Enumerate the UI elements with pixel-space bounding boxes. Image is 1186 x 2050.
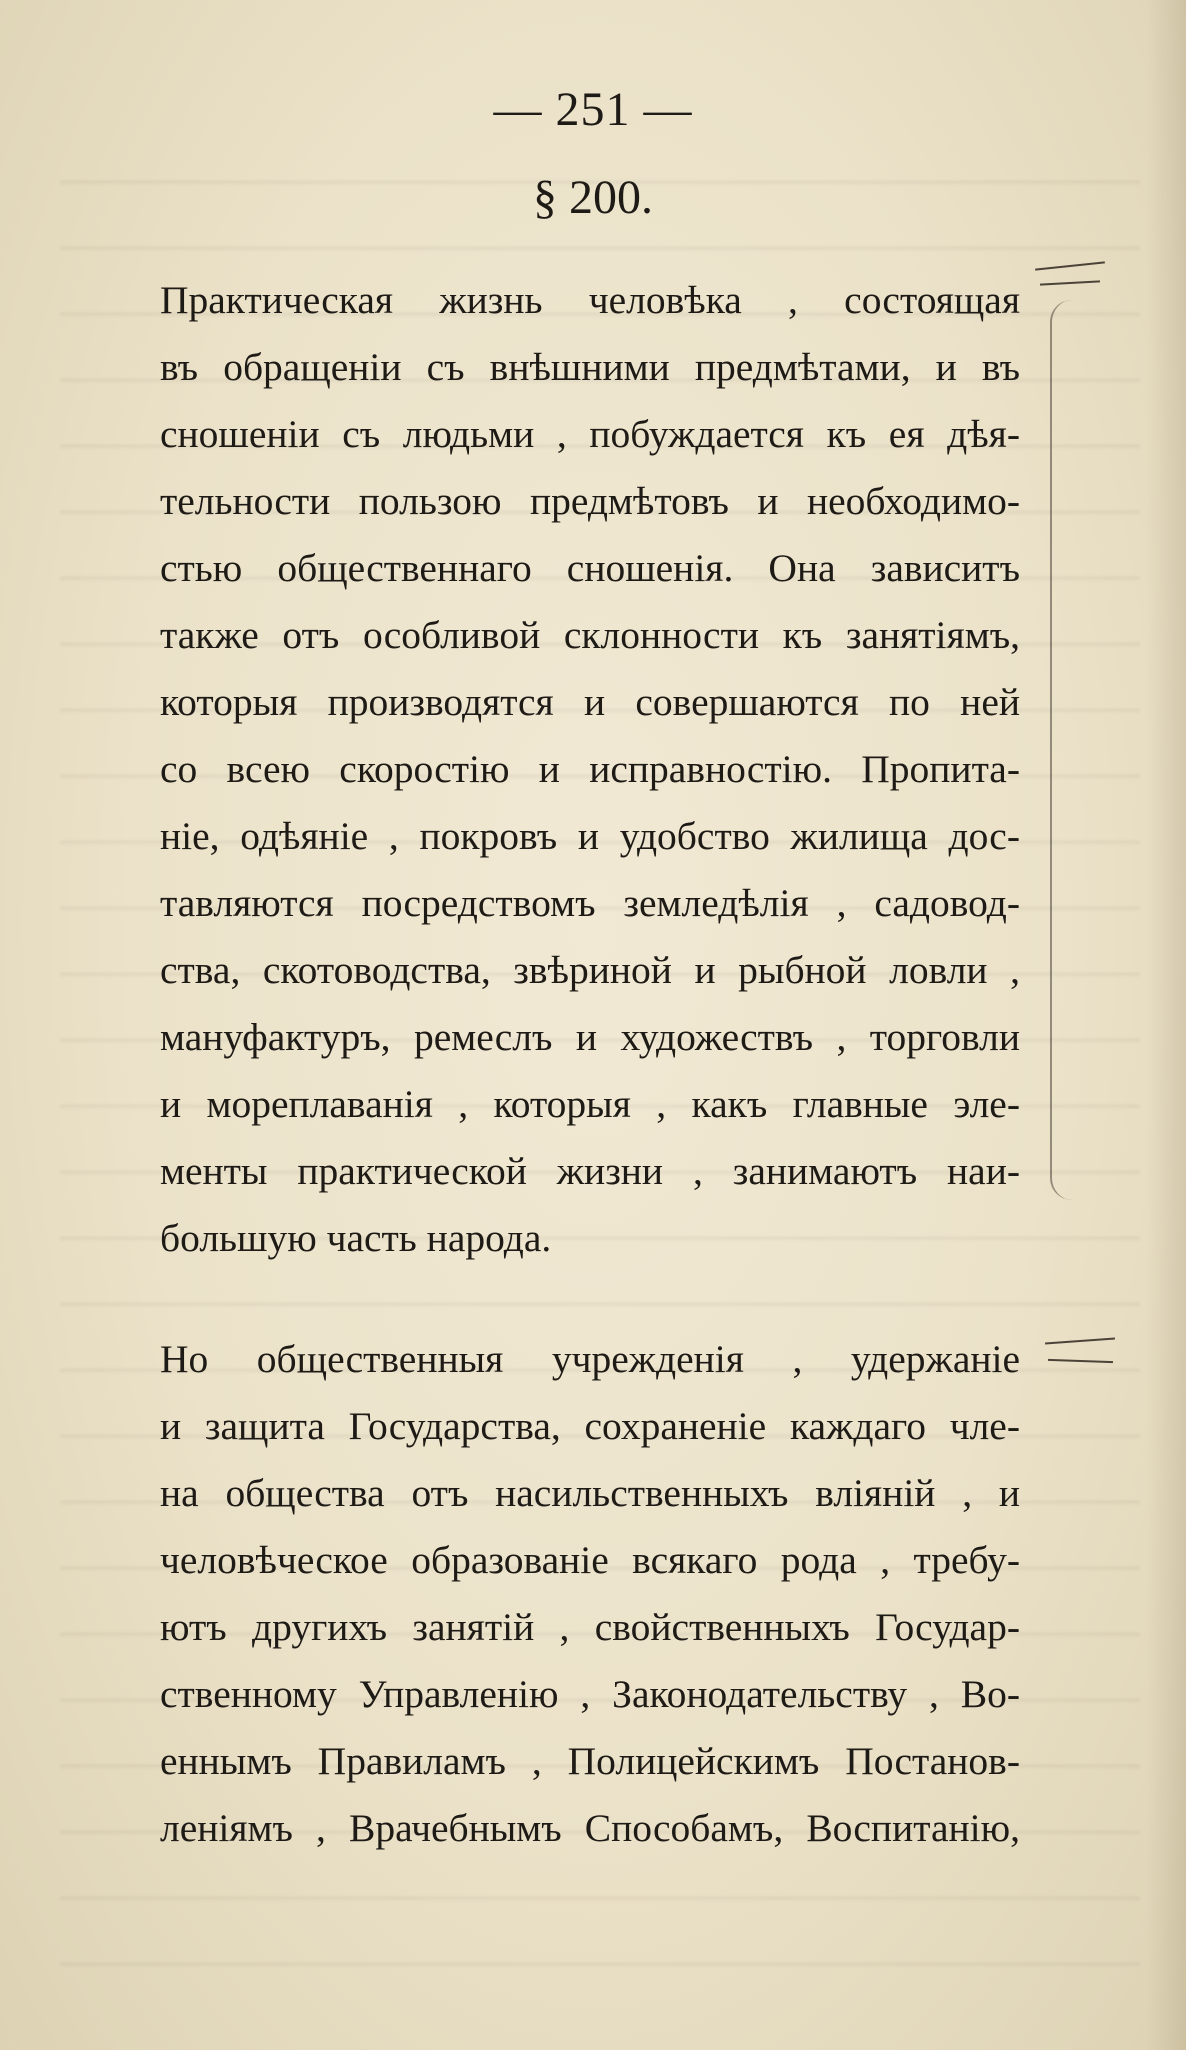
text-line: и защита Государства, сохраненіе каждаго чле-: [160, 1404, 1020, 1448]
margin-bracket-mark: [1050, 300, 1072, 1200]
text-line: менты практической жизни , занимаютъ наи-: [160, 1149, 1020, 1193]
text-line: Но общественныя учрежденія , удержаніе: [160, 1337, 1020, 1381]
page-number: — 251 —: [493, 83, 693, 136]
section-heading: § 200.: [533, 171, 653, 224]
text-line: еннымъ Правиламъ , Полицейскимъ Постанов-: [160, 1739, 1020, 1783]
text-line: человѣческое образованіе всякаго рода , требу-: [160, 1538, 1020, 1582]
text-line: въ обращеніи съ внѣшними предмѣтами, и въ: [160, 345, 1020, 389]
text-line: стью общественнаго сношенія. Она зависитъ: [160, 546, 1020, 590]
text-line: ніе, одѣяніе , покровъ и удобство жилища дос-: [160, 814, 1020, 858]
text-line: мануфактуръ, ремеслъ и художествъ , торговли: [160, 1015, 1020, 1059]
text-line: тавляются посредствомъ земледѣлія , садовод-: [160, 881, 1020, 925]
text-line: тельности пользою предмѣтовъ и необходимо-: [160, 479, 1020, 523]
text-line: Практическая жизнь человѣка , состоящая: [160, 278, 1020, 322]
text-line: большую часть народа.: [160, 1216, 552, 1260]
text-line: и мореплаванія , которыя , какъ главные эле-: [160, 1082, 1020, 1126]
text-line: ютъ другихъ занятій , свойственныхъ Государ-: [160, 1605, 1020, 1649]
text-line: ственному Управленію , Законодательству , Во-: [160, 1672, 1020, 1716]
text-line: которыя производятся и совершаются по ней: [160, 680, 1020, 724]
text-line: ства, скотоводства, звѣриной и рыбной ловли ,: [160, 948, 1020, 992]
text-line: леніямъ , Врачебнымъ Способамъ, Воспитанію,: [160, 1806, 1020, 1850]
text-line: также отъ особливой склонности къ занятіямъ,: [160, 613, 1020, 657]
text-line: сношеніи съ людьми , побуждается къ ея дѣя-: [160, 412, 1020, 456]
page-edge-shadow: [1146, 0, 1186, 2050]
text-line: на общества отъ насильственныхъ вліяній , и: [160, 1471, 1020, 1515]
text-line: со всею скоростію и исправностію. Пропита-: [160, 747, 1020, 791]
